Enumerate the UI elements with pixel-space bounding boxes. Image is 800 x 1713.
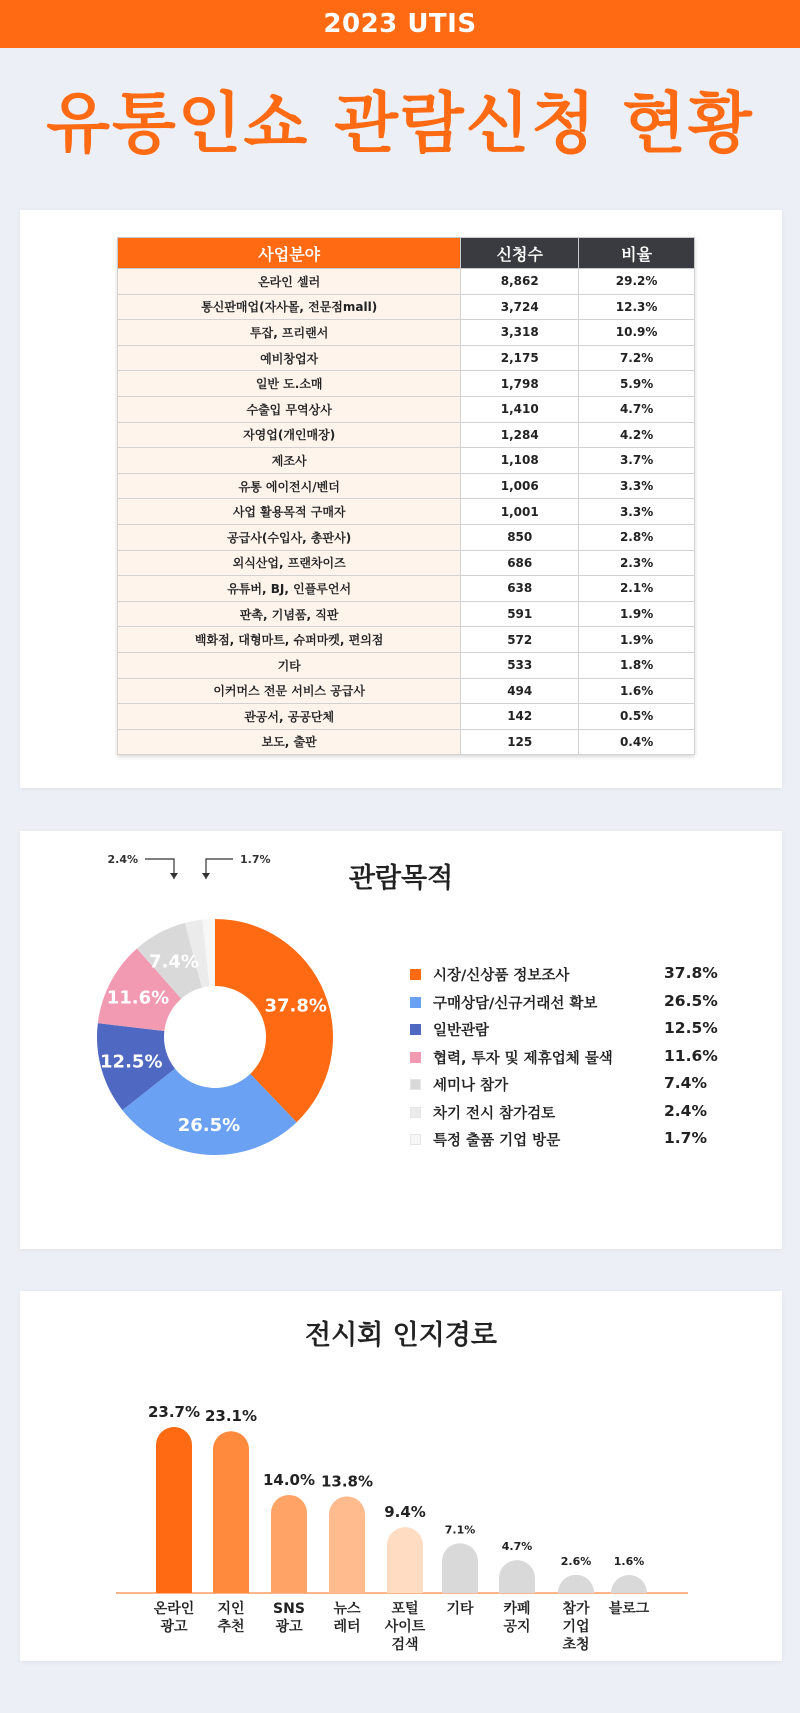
table-header-row [118,238,695,269]
cell-count: 1,001 [461,499,579,525]
cell-count: 850 [461,524,579,550]
event-badge: 2023 UTIS [323,9,477,39]
cell-count: 1,798 [461,371,579,397]
legend-value: 1.7% [664,1129,707,1147]
cell-field: 관공서, 공공단체 [118,704,461,730]
cell-field: 이커머스 전문 서비스 공급사 [118,678,461,704]
cell-ratio: 2.3% [579,550,695,576]
legend-swatch [410,969,421,980]
table-row [118,473,695,499]
bar [558,1575,594,1593]
column-header-count: 신청수 [461,238,579,269]
bar-value-label: 13.8% [320,1472,374,1491]
legend-label: 차기 전시 참가검토 [433,1105,556,1122]
callout-line [145,859,174,879]
cell-count: 3,318 [461,320,579,346]
cell-ratio: 5.9% [579,371,695,397]
legend-label: 구매상담/신규거래선 확보 [433,995,598,1012]
legend-value: 7.4% [664,1074,707,1092]
table-row [118,729,695,755]
callout-arrow [202,873,210,879]
bar [387,1527,423,1593]
table-row [118,576,695,602]
cell-field: 투잡, 프리랜서 [118,320,461,346]
cell-count: 686 [461,550,579,576]
cell-count: 591 [461,601,579,627]
legend-item [410,991,720,1019]
table-row [118,294,695,320]
callout-line [206,859,233,879]
cell-count: 572 [461,627,579,653]
applications-table-card [20,210,782,788]
bar [329,1496,365,1593]
cell-field: 판촉, 기념품, 직판 [118,601,461,627]
cell-ratio: 4.7% [579,396,695,422]
cell-count: 638 [461,576,579,602]
bar-value-label: 9.4% [384,1503,426,1522]
slice-label: 7.4% [149,951,199,973]
table-row [118,652,695,678]
legend-value: 37.8% [664,964,718,982]
slice-label: 12.5% [100,1051,163,1073]
callout-label: 1.7% [240,853,271,866]
cell-count: 8,862 [461,269,579,295]
bar [442,1543,478,1593]
cell-count: 1,284 [461,422,579,448]
cell-count: 533 [461,652,579,678]
cell-field: 유통 에이전시/벤더 [118,473,461,499]
bar-value-label: 1.6% [613,1555,645,1568]
table-row [118,371,695,397]
table-row [118,345,695,371]
bar [156,1427,192,1593]
table-row [118,396,695,422]
legend-label: 협력, 투자 및 제휴업체 물색 [433,1050,613,1067]
legend-label: 시장/신상품 정보조사 [433,968,570,984]
bar [271,1495,307,1593]
slice-label: 11.6% [106,987,170,1009]
legend-value: 11.6% [664,1046,718,1065]
cell-field: 공급사(수입사, 총판사) [118,524,461,550]
table-row [118,448,695,474]
bar-category-label: 온라인 광고 [153,1601,195,1635]
cell-field: 외식산업, 프랜차이즈 [118,550,461,576]
table-row [118,550,695,576]
cell-ratio: 1.6% [579,678,695,704]
table-row [118,627,695,653]
applications-table [117,237,695,755]
cell-field: 온라인 셀러 [118,269,461,295]
bar-category-label: 뉴스 레터 [333,1601,361,1635]
cell-count: 142 [461,704,579,730]
bar-value-label: 7.1% [444,1523,476,1537]
bar-value-label: 4.7% [501,1540,533,1554]
legend-swatch [410,1052,421,1063]
legend-swatch [410,1024,421,1035]
column-header-field: 사업분야 [118,238,461,269]
legend-value: 2.4% [664,1101,707,1120]
legend-item [410,963,720,991]
cell-field: 예비창업자 [118,345,461,371]
cell-field: 유튜버, BJ, 인플루언서 [118,576,461,602]
table-row [118,704,695,730]
slice-label: 37.8% [264,995,327,1017]
top-banner [0,0,800,48]
cell-ratio: 3.3% [579,473,695,499]
purpose-chart-title: 관람목적 [348,863,454,894]
cell-ratio: 2.8% [579,524,695,550]
purpose-chart-card [20,831,782,1249]
cell-ratio: 1.8% [579,652,695,678]
bar-value-label: 23.7% [147,1403,201,1421]
bar-value-label: 2.6% [560,1554,592,1568]
cell-count: 1,108 [461,448,579,474]
cell-field: 제조사 [118,448,461,474]
awareness-chart-card [20,1291,782,1661]
cell-count: 2,175 [461,345,579,371]
legend-swatch [410,1134,421,1145]
bar-value-label: 23.1% [204,1407,258,1426]
bar-category-label: 포털 사이트 검색 [384,1601,426,1653]
cell-ratio: 12.3% [579,294,695,320]
legend-item [410,1018,720,1046]
legend-swatch [410,1079,421,1090]
legend-item [410,1073,720,1101]
legend-item [410,1101,720,1129]
cell-field: 기타 [118,652,461,678]
table-row [118,678,695,704]
legend-label: 일반관람 [433,1023,490,1039]
cell-ratio: 10.9% [579,320,695,346]
cell-count: 3,724 [461,294,579,320]
cell-field: 자영업(개인매장) [118,422,461,448]
bar-value-label: 14.0% [262,1470,316,1489]
cell-field: 보도, 출판 [118,729,461,755]
page-title: 유통인쇼 관람신청 현황 [46,85,754,162]
callout-arrow [170,873,178,879]
legend-item [410,1046,720,1074]
table-body [118,269,695,755]
cell-count: 1,006 [461,473,579,499]
cell-field: 백화점, 대형마트, 슈퍼마켓, 편의점 [118,627,461,653]
bar-category-label: 참가 기업 초청 [562,1601,590,1653]
cell-count: 494 [461,678,579,704]
legend-item [410,1128,720,1156]
legend-value: 12.5% [664,1019,718,1037]
slice-label: 26.5% [177,1114,241,1136]
cell-ratio: 4.2% [579,422,695,448]
legend-swatch [410,1107,421,1118]
cell-ratio: 29.2% [579,269,695,295]
awareness-bar-chart [20,1291,782,1661]
bar-category-label: 블로그 [608,1601,650,1617]
legend-swatch [410,997,421,1008]
legend-value: 26.5% [664,991,718,1010]
column-header-ratio: 비율 [579,238,695,269]
cell-field: 사업 활용목적 구매자 [118,499,461,525]
cell-field: 수출입 무역상사 [118,396,461,422]
cell-ratio: 3.3% [579,499,695,525]
bar-category-label: 기타 [446,1601,474,1617]
bar-category-label: SNS 광고 [273,1601,305,1635]
awareness-chart-title: 전시회 인지경로 [305,1320,497,1351]
table-row [118,269,695,295]
table-row [118,601,695,627]
cell-count: 125 [461,729,579,755]
callout-label: 2.4% [107,853,138,866]
legend-label: 특정 출품 기업 방문 [433,1133,561,1149]
purpose-legend [410,963,720,1156]
bar [611,1575,647,1593]
legend-label: 세미나 참가 [433,1078,509,1094]
bar-category-label: 카페 공지 [503,1601,531,1635]
cell-ratio: 2.1% [579,576,695,602]
bar [499,1560,535,1593]
table-row [118,422,695,448]
cell-count: 1,410 [461,396,579,422]
cell-field: 통신판매업(자사몰, 전문점mall) [118,294,461,320]
cell-ratio: 0.5% [579,704,695,730]
cell-ratio: 0.4% [579,729,695,755]
cell-field: 일반 도.소매 [118,371,461,397]
bar-category-label: 지인 추천 [217,1601,245,1635]
cell-ratio: 7.2% [579,345,695,371]
table-row [118,320,695,346]
cell-ratio: 3.7% [579,448,695,474]
bar [213,1431,249,1593]
table-row [118,524,695,550]
cell-ratio: 1.9% [579,601,695,627]
table-row [118,499,695,525]
cell-ratio: 1.9% [579,627,695,653]
